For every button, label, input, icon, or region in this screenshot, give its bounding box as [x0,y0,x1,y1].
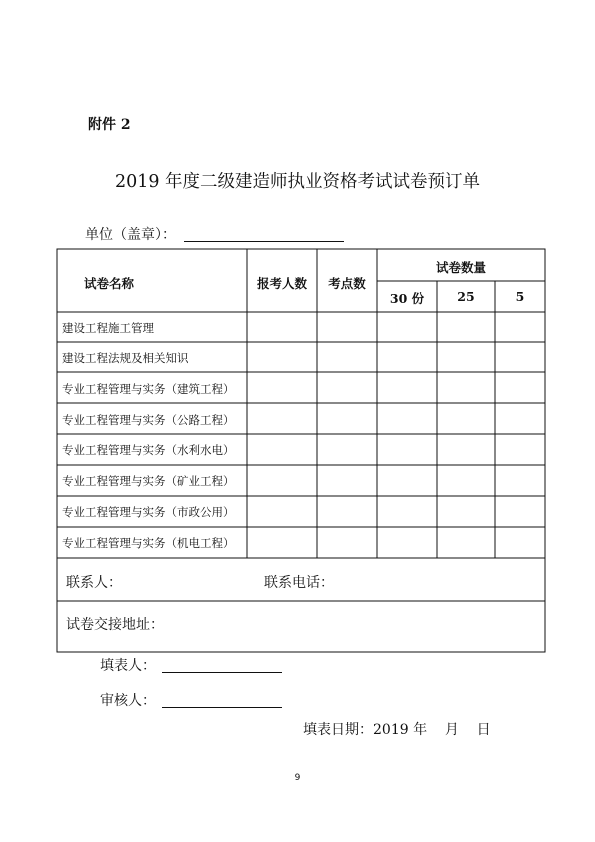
page-number: 9 [294,773,301,783]
table-row-label: 专业工程管理与实务（矿业工程） [62,474,235,488]
fill-date-label: 填表日期：2019 年 月 日 [303,722,491,738]
header-paper-name: 试卷名称 [84,276,135,291]
handover-address-label: 试卷交接地址： [66,617,164,633]
header-qty-30: 30 份 [389,291,425,306]
header-qty-5: 5 [515,289,525,304]
header-quantity: 试卷数量 [435,260,486,275]
filler-fill-line[interactable] [162,672,282,673]
header-applicants: 报考人数 [256,276,307,291]
table-row-label: 专业工程管理与实务（水利水电） [62,443,235,457]
form-title: 2019 年度二级建造师执业资格考试试卷预订单 [114,172,481,192]
table-row-label: 专业工程管理与实务（机电工程） [62,536,235,550]
table-row-label: 专业工程管理与实务（建筑工程） [62,382,235,396]
unit-stamp-label: 单位（盖章）： [85,227,176,243]
table-row-label: 建设工程法规及相关知识 [62,351,189,365]
unit-fill-line[interactable] [184,241,344,242]
table-row-label: 建设工程施工管理 [62,321,154,335]
attachment-label: 附件 2 [88,117,131,133]
reviewer-label: 审核人： [100,693,156,709]
header-sites: 考点数 [328,276,366,291]
contact-person-label: 联系人： [66,575,122,591]
reviewer-fill-line[interactable] [162,707,282,708]
contact-phone-label: 联系电话： [264,575,334,591]
table-row-label: 专业工程管理与实务（市政公用） [62,505,235,519]
filler-label: 填表人： [100,658,156,674]
header-qty-25: 25 [457,289,475,304]
table-row-label: 专业工程管理与实务（公路工程） [62,413,235,427]
